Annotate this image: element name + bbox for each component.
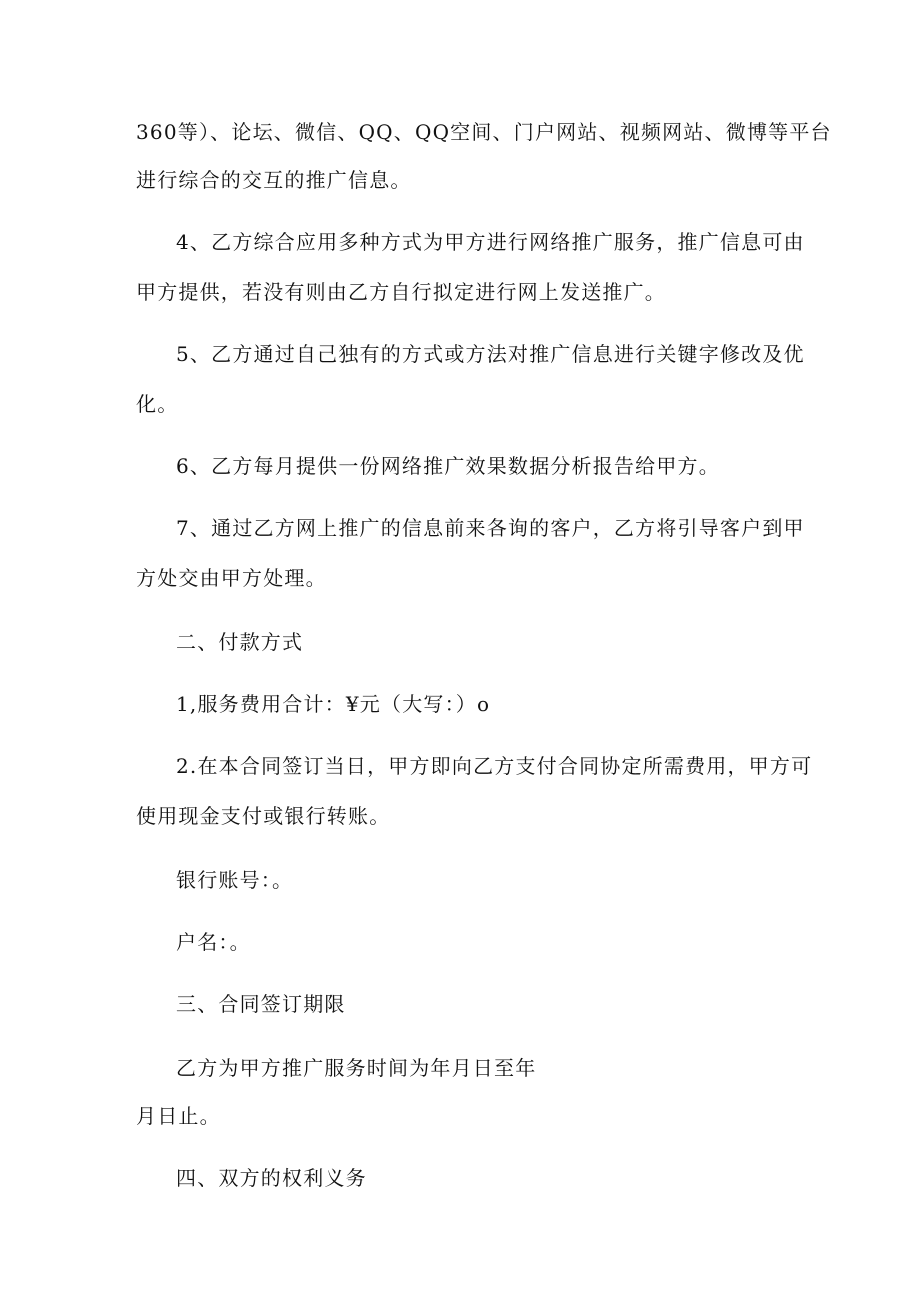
bank-account-line: 银行账号：。	[176, 868, 294, 892]
section-heading-payment: 二、付款方式	[176, 630, 304, 654]
paragraph-line: 6、乙方每月提供一份网络推广效果数据分析报告给甲方。	[176, 454, 720, 478]
paragraph-line: 1,服务费用合计：¥元（大写：）o	[176, 692, 491, 716]
paragraph-line: 方处交由甲方处理。	[136, 566, 327, 590]
section-heading-rights: 四、双方的权利义务	[176, 1166, 367, 1190]
paragraph-line: 5、乙方通过自己独有的方式或方法对推广信息进行关键字修改及优	[176, 342, 805, 366]
paragraph-line: 甲方提供，若没有则由乙方自行拟定进行网上发送推广。	[136, 280, 666, 304]
paragraph-line: 使用现金支付或银行转账。	[136, 804, 391, 828]
paragraph-line: 化。	[136, 392, 179, 416]
account-name-line: 户名：。	[176, 930, 251, 954]
paragraph-line: 乙方为甲方推广服务时间为年月日至年	[176, 1056, 537, 1080]
section-heading-term: 三、合同签订期限	[176, 992, 346, 1016]
paragraph-line: 进行综合的交互的推广信息。	[136, 168, 412, 192]
paragraph-line: 4、乙方综合应用多种方式为甲方进行网络推广服务，推广信息可由	[176, 230, 805, 254]
paragraph-line: 360等）、论坛、微信、QQ、QQ空间、门户网站、视频网站、微博等平台	[136, 120, 832, 144]
paragraph-line: 7、通过乙方网上推广的信息前来各询的客户，乙方将引导客户到甲	[176, 516, 805, 540]
paragraph-line: 2.在本合同签订当日，甲方即向乙方支付合同协定所需费用，甲方可	[176, 754, 813, 778]
paragraph-line: 月日止。	[136, 1104, 221, 1128]
